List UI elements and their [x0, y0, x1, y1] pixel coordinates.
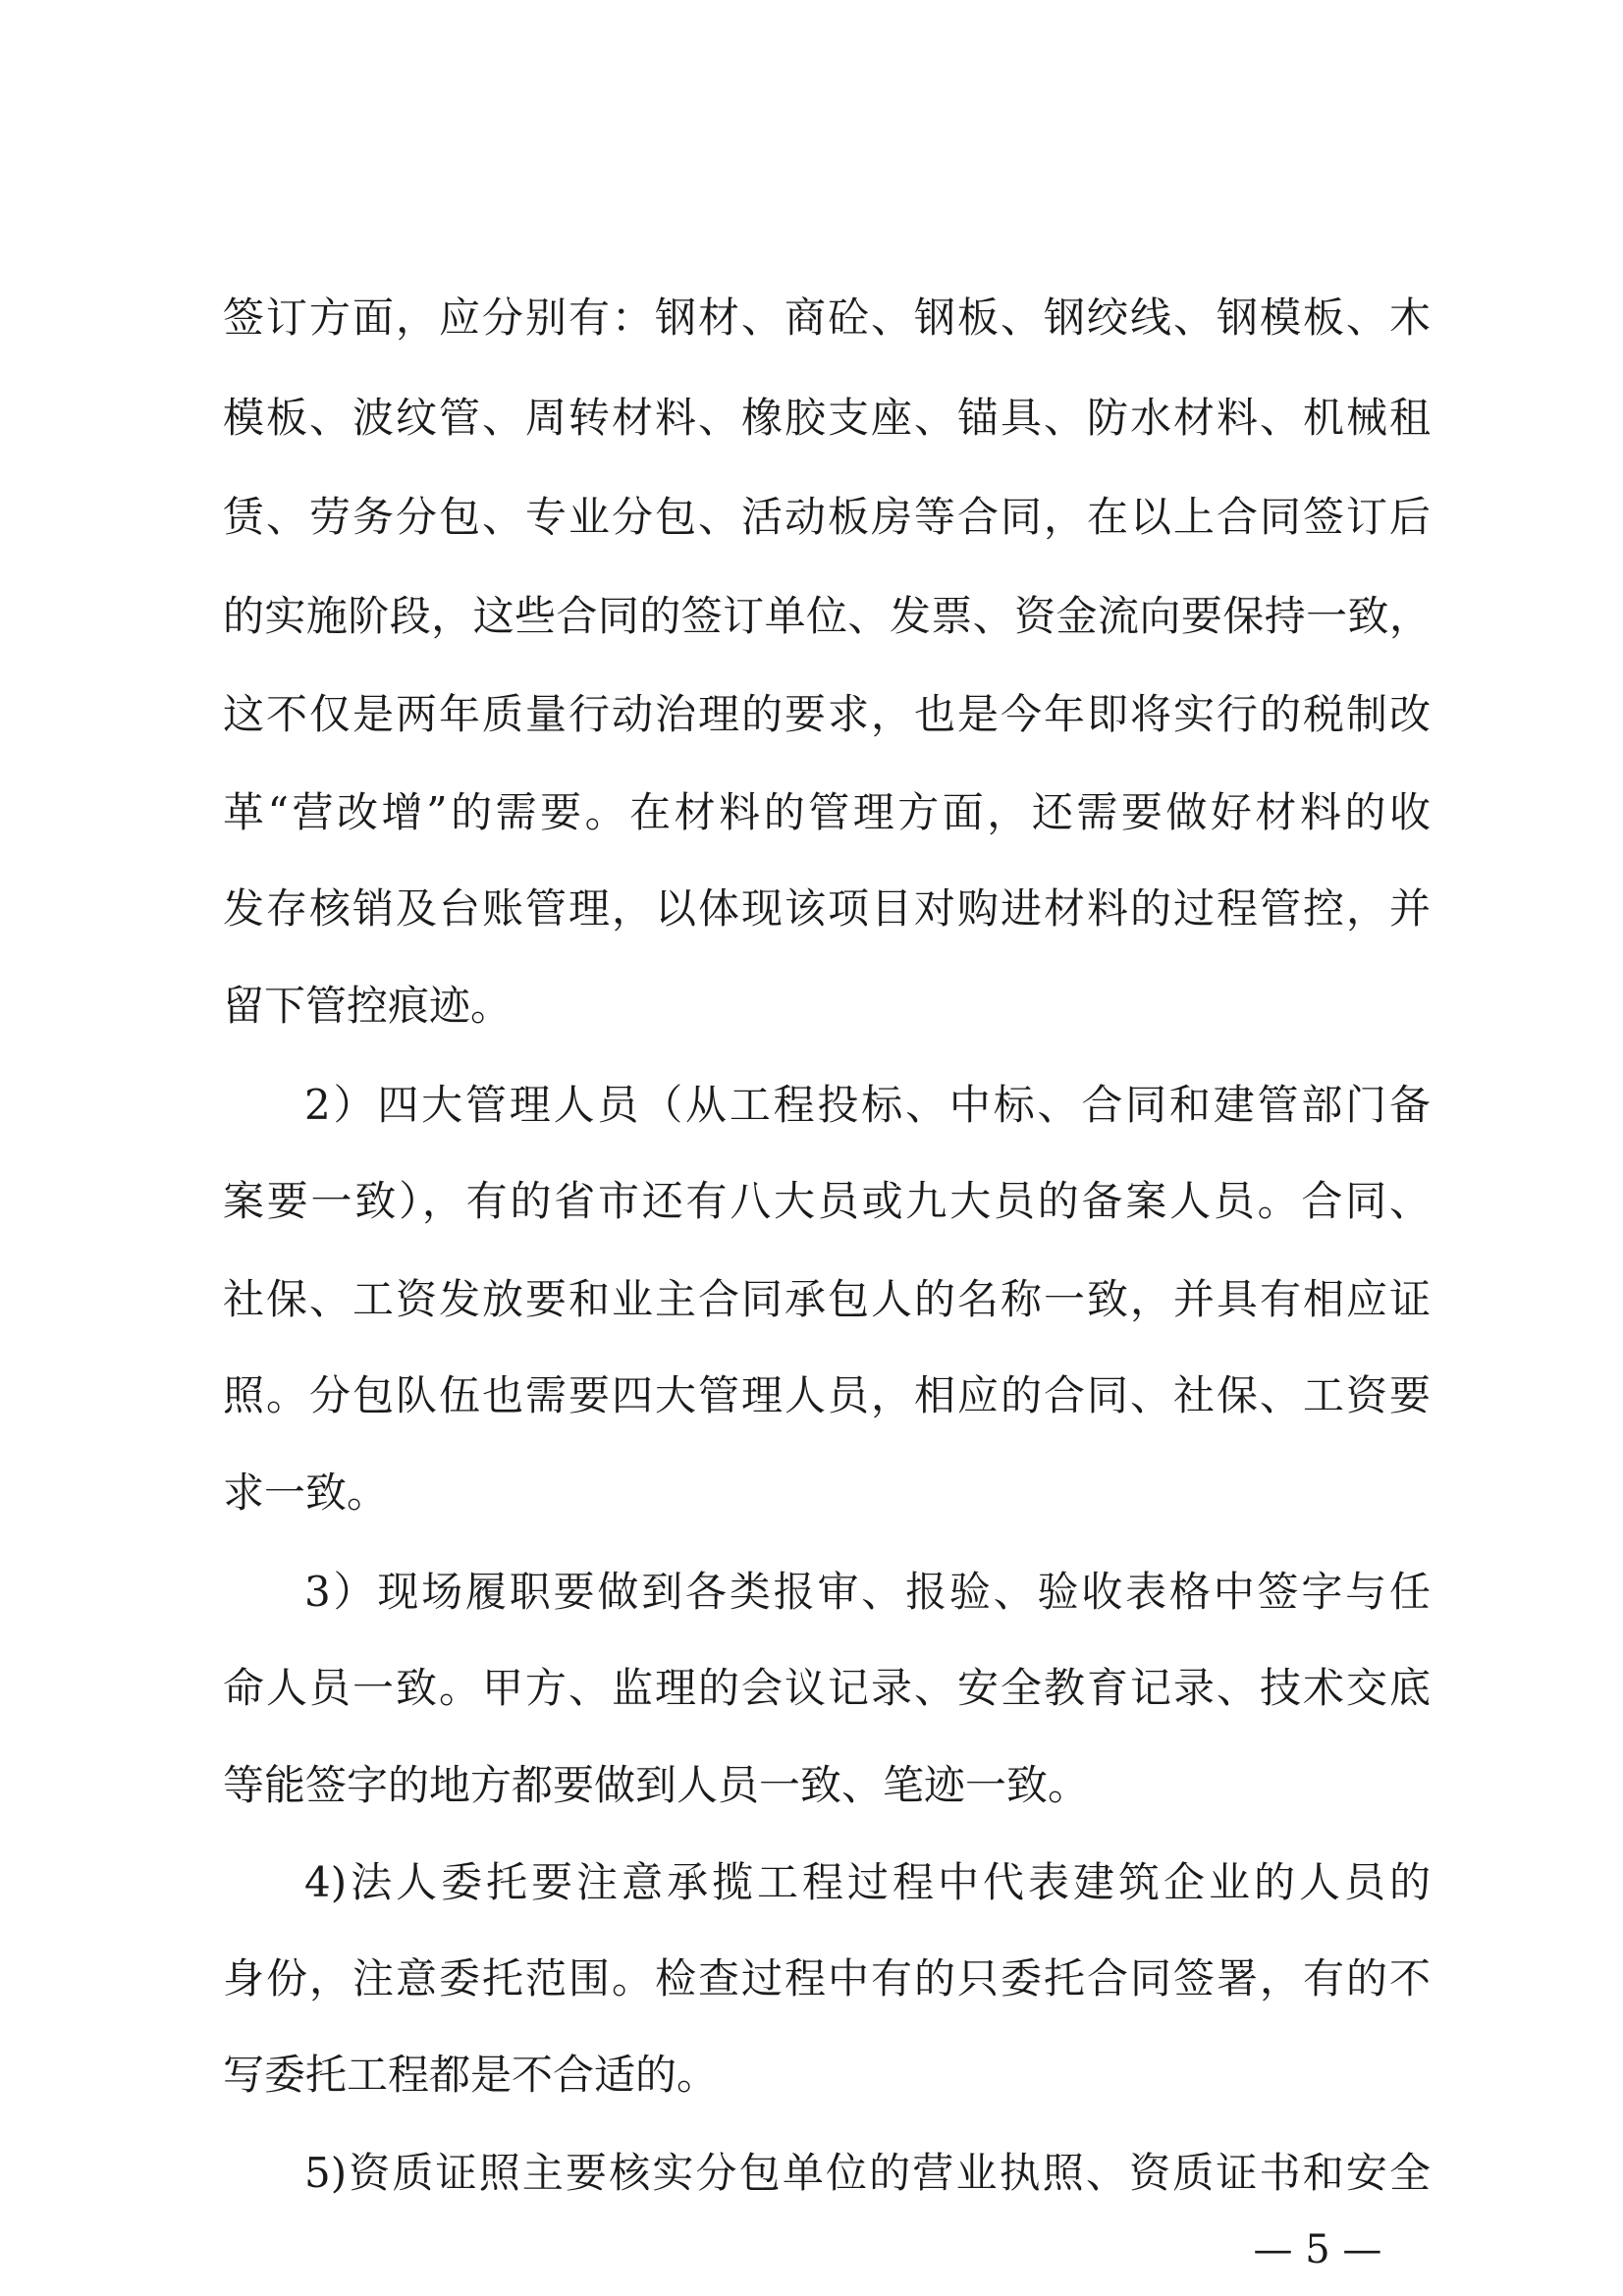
text-line-7: 发存核销及台账管理，以体现该项目对购进材料的过程管控，并 [223, 884, 1431, 933]
text-line-5: 这不仅是两年质量行动治理的要求，也是今年即将实行的税制改 [223, 690, 1431, 738]
paragraph-3-line-1: 3）现场履职要做到各类报审、报验、验收表格中签字与任 [304, 1568, 1431, 1616]
paragraph-2-line-3: 社保、工资发放要和业主合同承包人的名称一致，并具有相应证 [223, 1275, 1431, 1323]
text-line-2: 模板、波纹管、周转材料、橡胶支座、锚具、防水材料、机械租 [223, 394, 1431, 442]
paragraph-4-line-3: 写委托工程都是不合适的。 [223, 2051, 719, 2099]
text-line-1: 签订方面，应分别有：钢材、商砼、钢板、钢绞线、钢模板、木 [223, 294, 1431, 342]
page-number: — 5 — [1253, 2227, 1382, 2272]
paragraph-3-line-3: 等能签字的地方都要做到人员一致、笔迹一致。 [223, 1761, 1090, 1809]
paragraph-5-line-1: 5)资质证照主要核实分包单位的营业执照、资质证书和安全 [304, 2149, 1431, 2197]
text-line-6: 革“营改增”的需要。在材料的管理方面，还需要做好材料的收 [223, 788, 1431, 836]
paragraph-2-line-5: 求一致。 [223, 1468, 389, 1517]
paragraph-4-line-2: 身份，注意委托范围。检查过程中有的只委托合同签署，有的不 [223, 1954, 1431, 2002]
paragraph-2-line-2: 案要一致），有的省市还有八大员或九大员的备案人员。合同、 [223, 1177, 1431, 1225]
paragraph-2-line-4: 照。分包队伍也需要四大管理人员，相应的合同、社保、工资要 [223, 1371, 1431, 1419]
paragraph-4-line-1: 4)法人委托要注意承揽工程过程中代表建筑企业的人员的 [304, 1858, 1431, 1906]
text-line-8: 留下管控痕迹。 [223, 982, 513, 1030]
text-line-4: 的实施阶段，这些合同的签订单位、发票、资金流向要保持一致， [223, 592, 1431, 640]
paragraph-3-line-2: 命人员一致。甲方、监理的会议记录、安全教育记录、技术交底 [223, 1664, 1431, 1712]
paragraph-2-line-1: 2）四大管理人员（从工程投标、中标、合同和建管部门备 [304, 1081, 1431, 1129]
text-line-3: 赁、劳务分包、专业分包、活动板房等合同，在以上合同签订后 [223, 493, 1431, 541]
